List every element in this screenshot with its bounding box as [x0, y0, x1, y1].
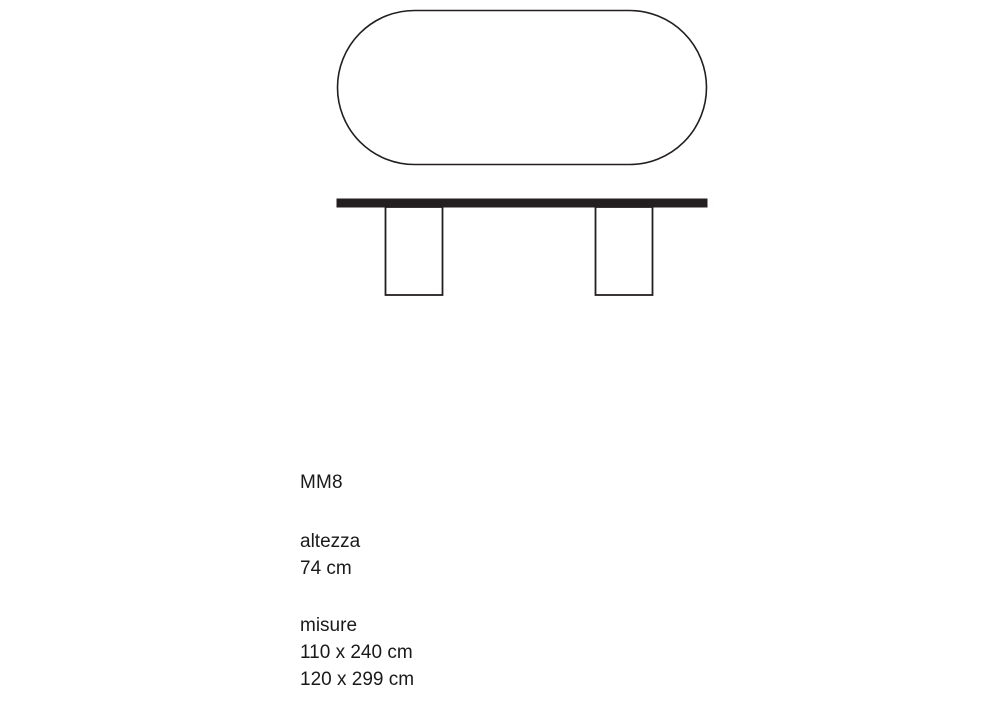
model-name: MM8 [300, 472, 343, 493]
table-front-view-right-leg [596, 207, 653, 295]
specifications-block [300, 470, 720, 723]
measures-spec-group [300, 612, 720, 693]
table-front-view-top-slab [337, 199, 707, 207]
measures-value-1: 110 x 240 cm [300, 642, 413, 663]
measures-label: misure [300, 615, 358, 636]
height-value: 74 cm [300, 558, 352, 579]
table-front-view-left-leg [386, 207, 443, 295]
height-label: altezza [300, 531, 361, 552]
measures-value-2: 120 x 299 cm [300, 669, 415, 690]
table-top-view-oval [338, 11, 707, 165]
height-spec-group [300, 528, 720, 582]
